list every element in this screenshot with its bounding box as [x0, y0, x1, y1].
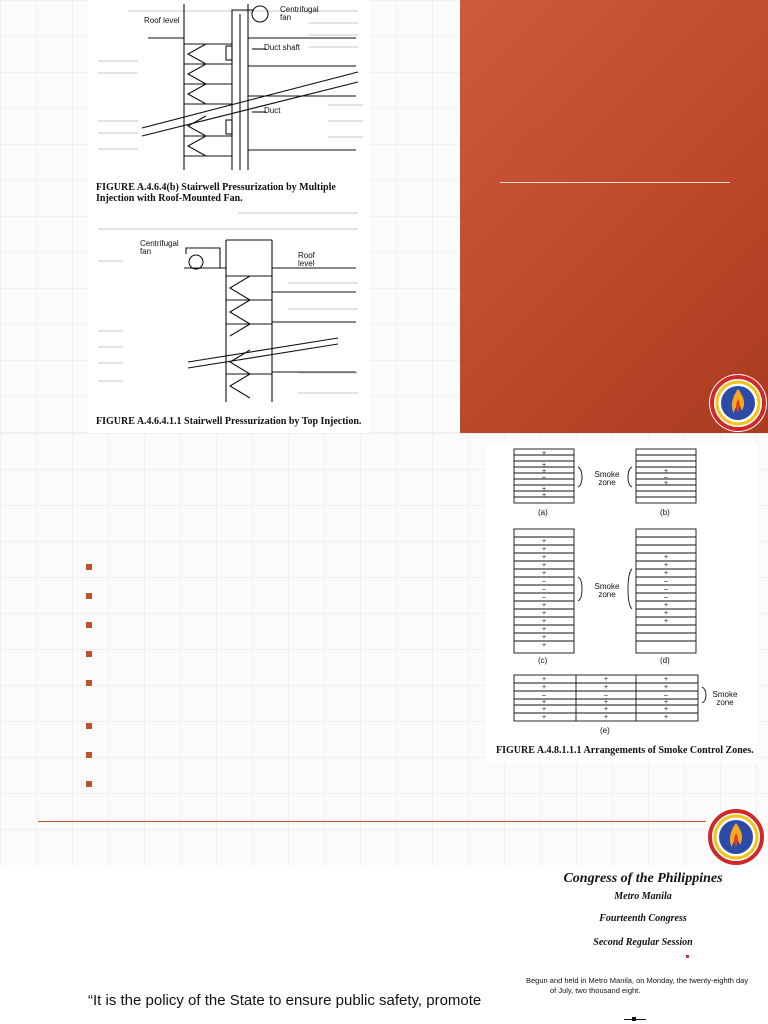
- svg-text:+: +: [663, 676, 669, 683]
- accent-rule: [500, 182, 730, 183]
- svg-text:–: –: [664, 586, 668, 593]
- congress-number-line: Fourteenth Congress: [599, 913, 687, 924]
- centrifugal-fan-label: Centrifugal fan: [280, 5, 319, 23]
- law-header-image: [518, 865, 768, 1024]
- svg-text:+: +: [541, 554, 547, 561]
- svg-text:+: +: [603, 676, 609, 683]
- svg-text:+: +: [541, 486, 547, 493]
- svg-text:+: +: [541, 642, 547, 649]
- svg-text:+: +: [541, 610, 547, 617]
- sub-label-e: (e): [600, 726, 610, 735]
- accent-panel: [460, 0, 768, 433]
- bullet-item: [86, 781, 92, 787]
- signature-dot: [632, 1017, 636, 1021]
- svg-text:–: –: [664, 578, 668, 585]
- svg-text:+: +: [603, 699, 609, 706]
- svg-text:+: +: [663, 602, 669, 609]
- sub-label-c: (c): [538, 656, 548, 665]
- svg-text:+: +: [663, 562, 669, 569]
- svg-text:–: –: [542, 692, 546, 699]
- smoke-zone-label: Smoke zone: [594, 582, 620, 600]
- svg-text:–: –: [542, 578, 546, 585]
- figure-top-caption: FIGURE A.4.6.4(b) Stairwell Pressurization by Multiple Injection with Roof-Mounted Fan.: [96, 182, 336, 204]
- roof-level-label: Roof level: [144, 16, 180, 25]
- svg-text:+: +: [603, 684, 609, 691]
- svg-text:+: +: [663, 684, 669, 691]
- svg-text:–: –: [542, 594, 546, 601]
- fire-protection-seal-icon: [708, 373, 768, 433]
- smoke-zone-label: Smoke zone: [594, 470, 620, 488]
- svg-text:+: +: [541, 602, 547, 609]
- bullet-item: [86, 651, 92, 657]
- svg-text:+: +: [541, 468, 547, 475]
- svg-text:+: +: [541, 462, 547, 469]
- svg-text:+: +: [541, 538, 547, 545]
- congress-title: Congress of the Philippines: [563, 871, 723, 886]
- smoke-zones-caption: FIGURE A.4.8.1.1.1 Arrangements of Smoke Control Zones.: [496, 745, 754, 756]
- bottom-roof-level-label: Roof level: [298, 251, 315, 269]
- svg-text:+: +: [663, 699, 669, 706]
- bullet-item: [86, 564, 92, 570]
- svg-text:+: +: [541, 626, 547, 633]
- multiple-injection-diagram: [88, 0, 370, 190]
- figure-bottom-caption: FIGURE A.4.6.4.1.1 Stairwell Pressurization by Top Injection.: [96, 416, 362, 427]
- fire-protection-seal-icon: [706, 807, 766, 865]
- svg-text:+: +: [541, 562, 547, 569]
- svg-text:+: +: [663, 714, 669, 721]
- svg-text:+: +: [663, 480, 669, 487]
- stairwell-document-image: [88, 0, 370, 433]
- svg-text:+: +: [541, 546, 547, 553]
- svg-text:+: +: [541, 618, 547, 625]
- sub-label-d: (d): [660, 656, 670, 665]
- svg-text:+: +: [541, 570, 547, 577]
- red-mark: [686, 955, 689, 958]
- slide-3: [0, 865, 768, 1024]
- svg-text:+: +: [663, 610, 669, 617]
- date-line: of July, two thousand eight.: [550, 986, 641, 995]
- svg-text:+: +: [541, 492, 547, 499]
- location-line: Metro Manila: [614, 891, 672, 902]
- session-line: Second Regular Session: [593, 937, 693, 948]
- svg-text:+: +: [541, 634, 547, 641]
- policy-quote: “It is the policy of the State to ensure public safety, promote: [88, 992, 482, 1009]
- bottom-fan-label: Centrifugal fan: [140, 239, 179, 257]
- svg-text:+: +: [541, 706, 547, 713]
- svg-text:–: –: [604, 692, 608, 699]
- svg-text:+: +: [541, 676, 547, 683]
- svg-text:+: +: [541, 699, 547, 706]
- duct-shaft-label: Duct shaft: [264, 43, 301, 52]
- slide-1: [0, 0, 768, 433]
- bullet-item: [86, 680, 92, 686]
- svg-text:+: +: [663, 706, 669, 713]
- slide-2: [0, 433, 768, 865]
- svg-text:+: +: [603, 714, 609, 721]
- svg-text:+: +: [603, 706, 609, 713]
- svg-text:+: +: [541, 450, 547, 457]
- svg-text:+: +: [663, 468, 669, 475]
- bullet-item: [86, 593, 92, 599]
- svg-text:–: –: [542, 586, 546, 593]
- sub-label-b: (b): [660, 508, 670, 517]
- svg-text:+: +: [541, 684, 547, 691]
- svg-text:–: –: [664, 692, 668, 699]
- bullet-item: [86, 622, 92, 628]
- svg-text:+: +: [663, 554, 669, 561]
- bullet-item: [86, 752, 92, 758]
- svg-text:–: –: [664, 474, 668, 481]
- begun-line: Begun and held in Metro Manila, on Monday, the twenty-eighth day: [526, 976, 749, 985]
- svg-text:+: +: [541, 714, 547, 721]
- sub-label-a: (a): [538, 508, 548, 517]
- duct-label: Duct: [264, 106, 281, 115]
- divider-line: [38, 821, 706, 822]
- bullet-item: [86, 723, 92, 729]
- svg-text:–: –: [542, 474, 546, 481]
- svg-text:+: +: [663, 618, 669, 625]
- smoke-zones-document-image: [486, 443, 758, 763]
- svg-text:+: +: [663, 570, 669, 577]
- svg-text:–: –: [664, 594, 668, 601]
- smoke-zone-label: Smoke zone: [712, 690, 738, 708]
